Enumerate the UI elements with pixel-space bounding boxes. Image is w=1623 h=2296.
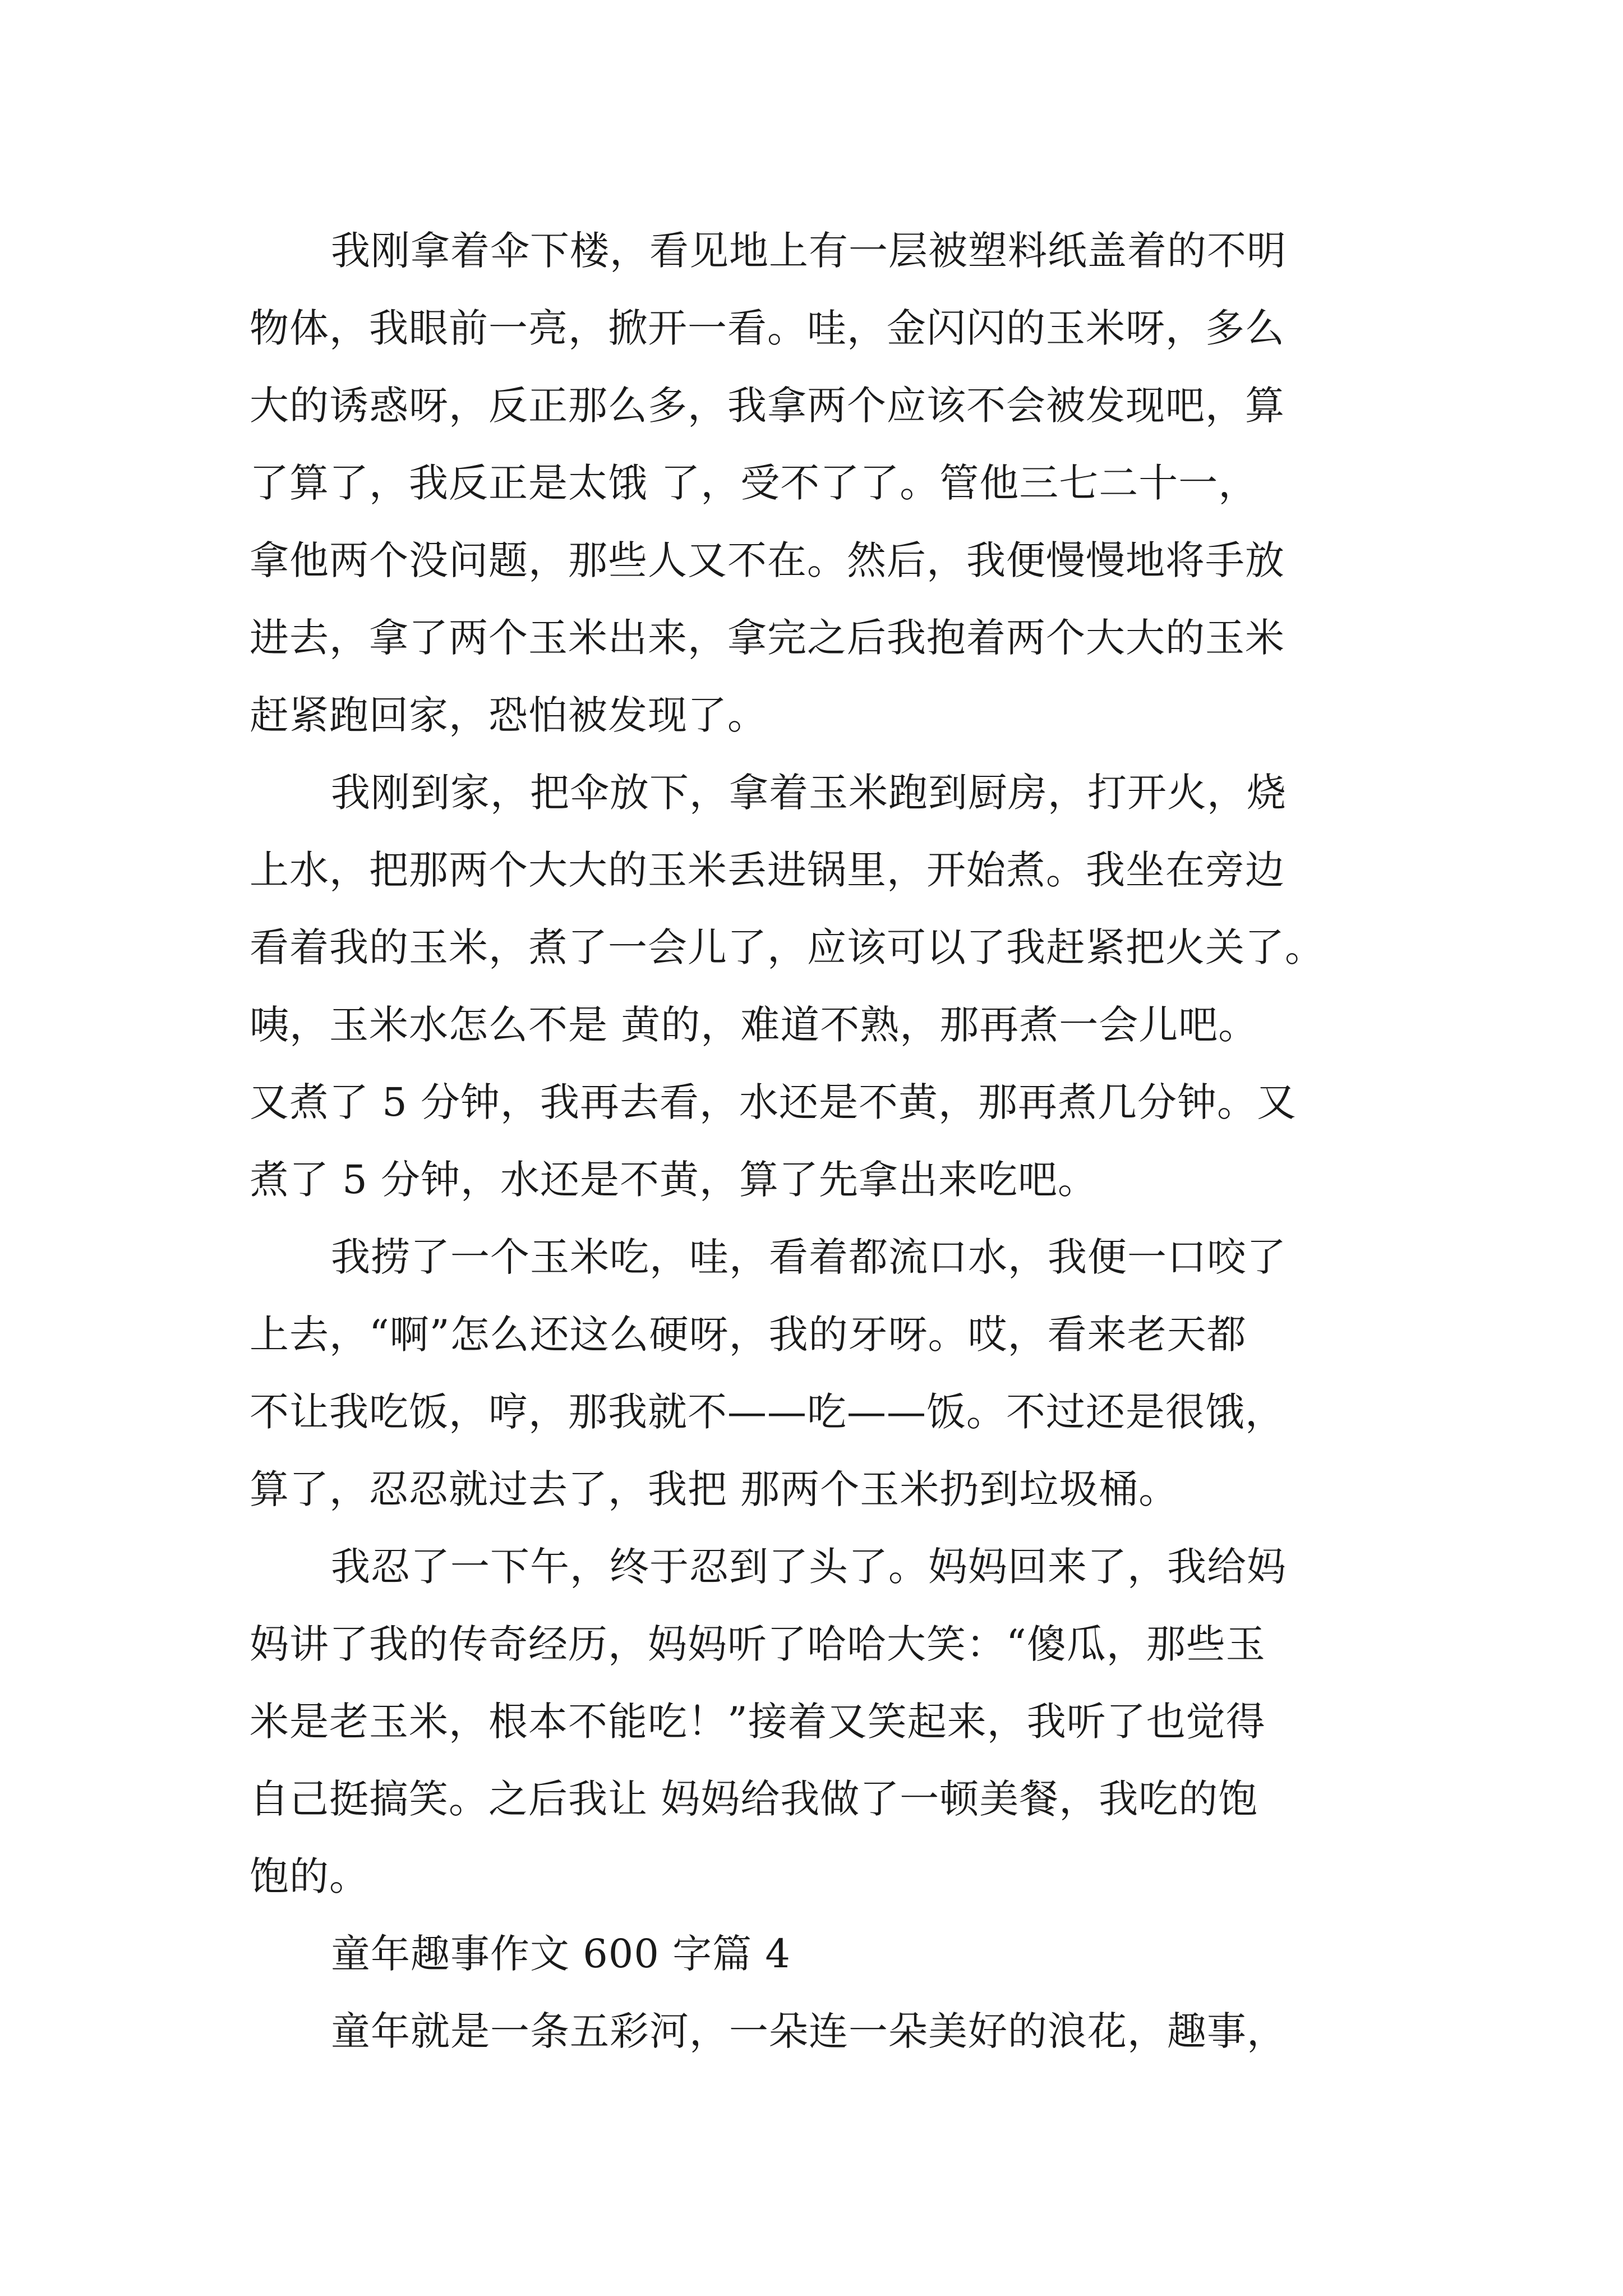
text-line: 上水，把那两个大大的玉米丢进锅里，开始煮。我坐在旁边 [250,847,1285,893]
text-line: 算了，忍忍就过去了，我把 那两个玉米扔到垃圾桶。 [250,1466,1179,1512]
document-body [250,212,1382,2070]
text-line: 拿他两个没问题，那些人又不在。然后，我便慢慢地将手放 [250,537,1285,583]
text-line: 了算了，我反正是太饿 了，受不了了。管他三七二十一， [250,460,1258,506]
text-line: 童年就是一条五彩河，一朵连一朵美好的浪花，趣事， [331,2008,1287,2054]
text-line: 上去，“啊”怎么还这么硬呀，我的牙呀。哎，看来老天都 [250,1312,1247,1358]
text-line: 我刚到家，把伞放下，拿着玉米跑到厨房，打开火，烧 [331,770,1287,816]
text-line: 饱的。 [250,1853,369,1899]
text-line: 又煮了 5 分钟，我再去看，水还是不黄，那再煮几分钟。又 [250,1079,1297,1125]
text-line: 物体，我眼前一亮，掀开一看。哇，金闪闪的玉米呀，多么 [250,305,1285,351]
text-line: 我忍了一下午，终于忍到了头了。妈妈回来了，我给妈 [331,1544,1287,1590]
text-line: 我捞了一个玉米吃，哇，看着都流口水，我便一口咬了 [331,1234,1287,1280]
section-heading: 童年趣事作文 600 字篇 4 [331,1931,791,1977]
text-line: 不让我吃饭，哼，那我就不——吃——饭。不过还是很饿， [250,1389,1285,1435]
text-line: 咦，玉米水怎么不是 黄的，难道不熟，那再煮一会儿吧。 [250,1002,1258,1048]
text-line: 进去，拿了两个玉米出来，拿完之后我抱着两个大大的玉米 [250,615,1285,661]
text-line: 妈讲了我的传奇经历，妈妈听了哈哈大笑：“傻瓜，那些玉 [250,1621,1266,1667]
text-line: 看着我的玉米，煮了一会儿了，应该可以了我赶紧把火关了。 [250,924,1325,970]
text-line: 自己挺搞笑。之后我让 妈妈给我做了一顿美餐，我吃的饱 [250,1776,1258,1822]
text-line: 米是老玉米，根本不能吃！”接着又笑起来，我听了也觉得 [250,1699,1266,1745]
text-line: 煮了 5 分钟，水还是不黄，算了先拿出来吃吧。 [250,1157,1098,1203]
text-line: 我刚拿着伞下楼，看见地上有一层被塑料纸盖着的不明 [331,228,1287,274]
text-line: 赶紧跑回家，恐怕被发现了。 [250,692,767,738]
text-line: 大的诱惑呀，反正那么多，我拿两个应该不会被发现吧，算 [250,383,1285,429]
